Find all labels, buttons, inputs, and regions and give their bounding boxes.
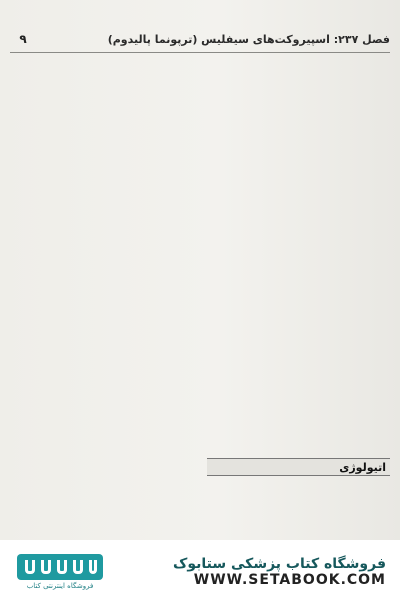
store-logo[interactable] xyxy=(14,554,106,590)
page-header xyxy=(10,28,390,50)
store-url-link[interactable]: WWW.SETABOOK.COM xyxy=(193,571,386,588)
store-name: فروشگاه کتاب پزشکی ستابوک xyxy=(173,555,386,572)
footer-banner xyxy=(0,540,400,603)
section-heading-box xyxy=(207,458,390,476)
header-divider xyxy=(10,52,390,53)
logo-tagline: فروشگاه اینترنتی کتاب xyxy=(26,581,94,590)
chapter-title: فصل ۲۳۷: اسپیروکت‌های سیفلیس (ترپونما پالیدوم) xyxy=(107,32,390,46)
setabook-logo-icon xyxy=(17,554,103,580)
text-columns xyxy=(10,58,390,538)
right-column xyxy=(207,58,390,538)
left-column xyxy=(10,58,193,538)
section-title: اتیولوژی xyxy=(339,460,386,474)
footer-text xyxy=(173,556,386,588)
page-number: ۹ xyxy=(19,32,27,46)
